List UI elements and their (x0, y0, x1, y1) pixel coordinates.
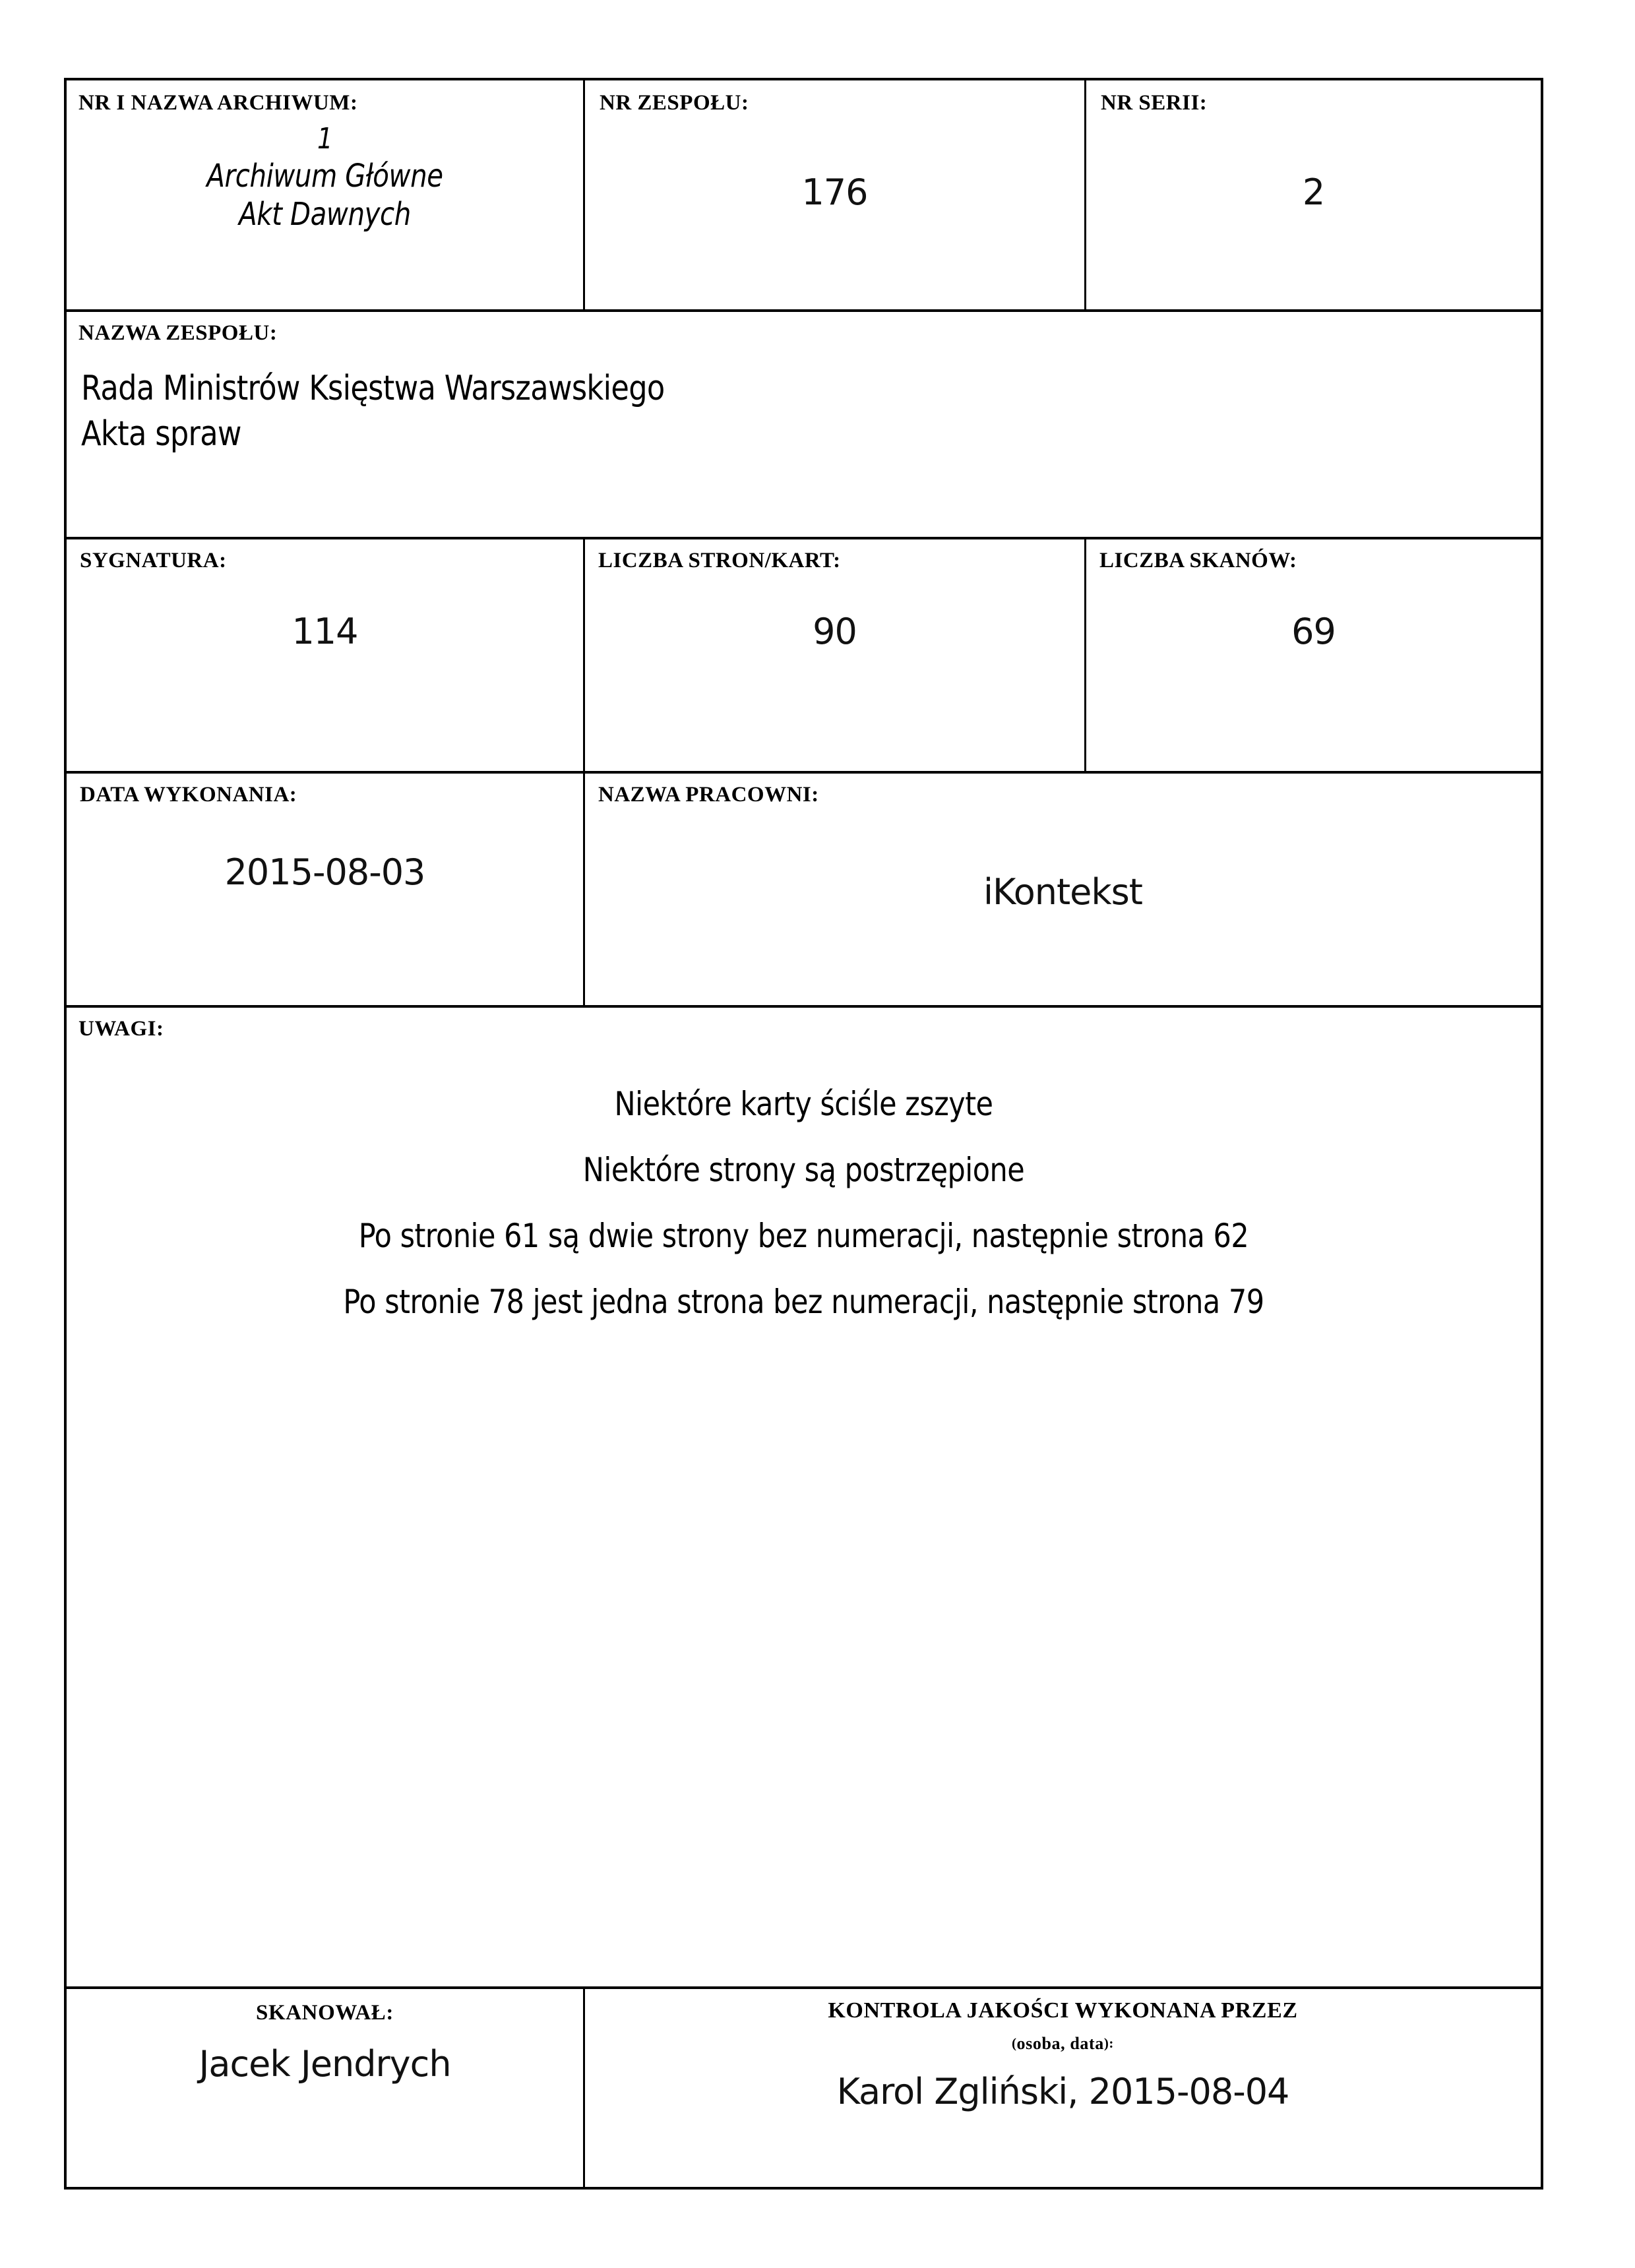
paren-open: ( (1011, 2035, 1017, 2051)
cell-studio-name (583, 774, 1541, 1008)
cell-execution-date (67, 774, 583, 1008)
notes-line-4: Po stronie 78 jest jedna strona bez numeracji, następnie strona 79 (343, 1283, 1264, 1321)
page-count-value: 90 (813, 611, 857, 652)
cell-fonds-number (583, 80, 1084, 312)
label-execution-date: DATA WYKONANIA: (80, 783, 297, 807)
notes-line-3: Po stronie 61 są dwie strony bez numeracji, następnie strona 62 (358, 1217, 1249, 1255)
signature-value: 114 (292, 611, 358, 652)
label-signature: SYGNATURA: (80, 549, 227, 572)
studio-name-value: iKontekst (983, 871, 1142, 913)
cell-archive-name (67, 80, 583, 312)
paren-text: osoba, data (1016, 2034, 1104, 2053)
label-archive-number-and-name: NR I NAZWA ARCHIWUM: (78, 91, 358, 115)
series-number-value: 2 (1302, 171, 1325, 213)
scan-count-value: 69 (1291, 611, 1336, 652)
paren-close: ): (1103, 2035, 1115, 2051)
notes-line-1: Niektóre karty ściśle zszyte (614, 1085, 993, 1123)
label-quality-control-subtitle (585, 2034, 1541, 2054)
fonds-number-value: 176 (801, 171, 868, 213)
quality-control-value: Karol Zgliński, 2015-08-04 (836, 2071, 1289, 2112)
cell-signature (67, 539, 583, 774)
cell-series-number (1084, 80, 1541, 312)
label-quality-control: KONTROLA JAKOŚCI WYKONANA PRZEZ (828, 1998, 1298, 2023)
cell-page-count (583, 539, 1084, 774)
fonds-name-value-stack (81, 366, 760, 456)
label-page-count: LICZBA STRON/KART: (598, 549, 841, 572)
cell-notes (67, 1008, 1541, 1989)
cell-scan-count (1084, 539, 1541, 774)
label-scanned-by: SKANOWAŁ: (256, 2001, 394, 2025)
label-notes: UWAGI: (78, 1017, 164, 1041)
label-fonds-number: NR ZESPOŁU: (600, 91, 749, 115)
cell-fonds-name (67, 312, 1541, 539)
scanning-record-table (64, 78, 1543, 2190)
notes-value-stack (67, 1071, 1541, 1335)
fonds-name-line-1: Rada Ministrów Księstwa Warszawskiego (81, 369, 665, 408)
archive-value-stack (67, 121, 583, 234)
label-series-number: NR SERII: (1101, 91, 1208, 115)
cell-scanned-by (67, 1989, 583, 2187)
cell-quality-control (583, 1989, 1541, 2187)
archive-name-line-2: Akt Dawnych (239, 196, 411, 233)
execution-date-value: 2015-08-03 (224, 851, 425, 893)
archive-number-value: 1 (317, 122, 333, 156)
fonds-name-line-2: Akta spraw (81, 414, 241, 454)
label-fonds-name: NAZWA ZESPOŁU: (78, 321, 278, 345)
archive-name-line-1: Archiwum Główne (206, 157, 443, 195)
scanned-by-value: Jacek Jendrych (199, 2043, 451, 2085)
notes-line-2: Niektóre strony są postrzępione (582, 1151, 1025, 1189)
label-scan-count: LICZBA SKANÓW: (1099, 549, 1297, 572)
label-studio-name: NAZWA PRACOWNI: (598, 783, 819, 807)
